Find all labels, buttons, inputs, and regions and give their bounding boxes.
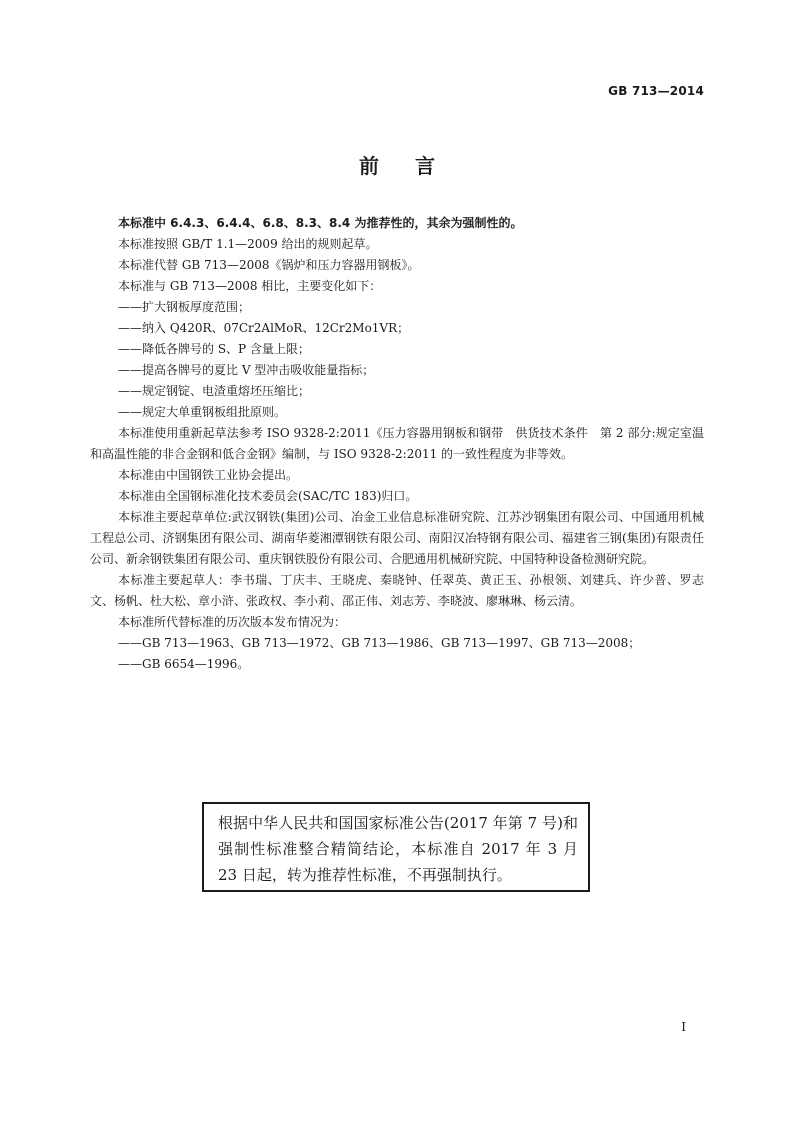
paragraph: 本标准所代替标准的历次版本发布情况为： bbox=[118, 615, 347, 629]
paragraph: 本标准由全国钢标准化技术委员会(SAC/TC 183)归口。 bbox=[118, 489, 418, 503]
change-list-item: ——纳入 Q420R、07Cr2AlMoR、12Cr2Mo1VR； bbox=[118, 321, 410, 335]
paragraph-scope: 本标准中 6.4.3、6.4.4、6.8、8.3、8.4 为推荐性的，其余为强制性的。 bbox=[118, 216, 523, 230]
change-list-item: ——扩大钢板厚度范围； bbox=[118, 300, 251, 314]
change-list-item: ——提高各牌号的夏比 V 型冲击吸收能量指标； bbox=[118, 363, 375, 377]
page-number: I bbox=[681, 1020, 686, 1034]
paragraph-reference: 本标准使用重新起草法参考 ISO 9328-2:2011《压力容器用钢板和钢带 供货技术条件 第 2 部分:规定室温和高温性能的非合金钢和低合金钢》编制，与 ISO 9328-2:2011 的一致性程度为非等效。 bbox=[90, 426, 704, 461]
history-list-item: ——GB 713—1963、GB 713—1972、GB 713—1986、GB 713—1997、GB 713—2008； bbox=[118, 636, 641, 650]
paragraph: 本标准代替 GB 713—2008《锅炉和压力容器用钢板》。 bbox=[118, 258, 420, 272]
history-list-item: ——GB 6654—1996。 bbox=[118, 657, 250, 671]
standard-code: GB 713—2014 bbox=[608, 84, 704, 98]
paragraph-drafters: 本标准主要起草人：李书瑞、丁庆丰、王晓虎、秦晓钟、任翠英、黄正玉、孙根领、刘建兵、许少普、罗志文、杨帆、杜大松、章小浒、张政权、李小莉、邵正伟、刘志芳、李晓波、廖琳琳、杨云清。 bbox=[90, 573, 704, 608]
change-list-item: ——规定钢锭、电渣重熔坯压缩比； bbox=[118, 384, 311, 398]
paragraph: 本标准按照 GB/T 1.1—2009 给出的规则起草。 bbox=[118, 237, 378, 251]
notice-box: 根据中华人民共和国国家标准公告(2017 年第 7 号)和强制性标准整合精简结论，本标准自 2017 年 3 月 23 日起，转为推荐性标准，不再强制执行。 bbox=[202, 802, 590, 892]
paragraph: 本标准与 GB 713—2008 相比，主要变化如下： bbox=[118, 279, 382, 293]
foreword-body bbox=[90, 213, 704, 675]
change-list-item: ——规定大单重钢板组批原则。 bbox=[118, 405, 287, 419]
paragraph: 本标准由中国钢铁工业协会提出。 bbox=[118, 468, 299, 482]
page-title: 前言 bbox=[359, 154, 471, 178]
change-list-item: ——降低各牌号的 S、P 含量上限； bbox=[118, 342, 310, 356]
paragraph-drafting-units: 本标准主要起草单位:武汉钢铁(集团)公司、冶金工业信息标准研究院、江苏沙钢集团有限公司、中国通用机械工程总公司、济钢集团有限公司、湖南华菱湘潭钢铁有限公司、南阳汉冶特钢有限公司、福建省三钢(集团)有限责任公司、新余钢铁集团有限公司、重庆钢铁股份有限公司、合肥通用机械研究院、中国特种设备检测研究院。 bbox=[90, 510, 704, 566]
